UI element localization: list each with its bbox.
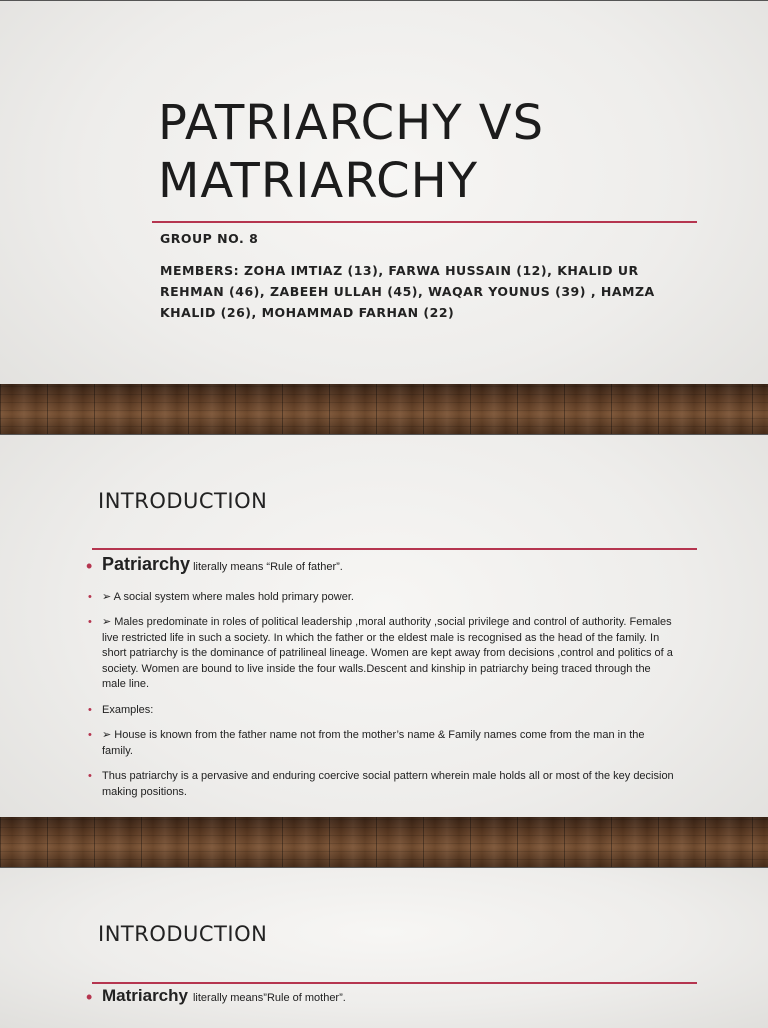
list-item-text: Examples: — [102, 703, 154, 716]
term-definition: literally means “Rule of father”. — [193, 561, 343, 573]
bullet-icon: • — [86, 556, 93, 576]
title-divider — [92, 982, 697, 984]
bullet-icon: • — [88, 770, 92, 782]
bullet-icon: • — [86, 987, 93, 1007]
term-definition: literally means”Rule of mother”. — [192, 992, 346, 1004]
bullet-list — [86, 988, 676, 1021]
list-item — [86, 615, 676, 693]
members-list: MEMBERS: ZOHA IMTIAZ (13), FARWA HUSSAIN (12), KHALID UR REHMAN (46), ZABEEH ULLAH (45), WAQAR YOUNUS (39) , HAMZA KHALID (26), MOHAMMAD FARHAN (22) — [160, 263, 655, 320]
bullet-icon: • — [88, 590, 92, 603]
list-item-text: ➢ House is known from the father name not from the mother’s name & Family names come from the man in the family. — [102, 729, 645, 757]
title-line-2: MATRIARCHY — [158, 153, 479, 209]
group-number: GROUP NO. 8 — [160, 231, 259, 246]
list-item — [86, 988, 676, 1007]
key-term: Patriarchy — [102, 554, 191, 574]
bullet-icon: • — [88, 729, 92, 741]
list-item — [86, 769, 676, 800]
list-item-text: ➢ Males predominate in roles of political leadership ,moral authority ,social privilege and control of authority. Females live restricted life in such a society. In which the father or the eldest male is recognised as the head of the family. In short patriarchy is the dominance of patrilineal lineage. Women are kept away from decisions ,control and politics of a society. Women are bound to live inside the four walls.Descent and kinship in patriarchy being traced through the male line. — [102, 616, 673, 690]
title-divider — [152, 221, 697, 223]
wood-floor-decoration — [0, 817, 768, 867]
bullet-list — [86, 554, 676, 810]
slide-title: INTRODUCTION — [98, 922, 268, 946]
slide-title: INTRODUCTION — [98, 489, 268, 513]
bullet-icon: • — [88, 703, 92, 716]
bullet-icon: • — [88, 616, 92, 628]
introduction-slide-matriarchy — [0, 867, 768, 1028]
list-item-text: ➢ A social system where males hold primary power. — [102, 590, 354, 603]
list-item-text: Thus patriarchy is a pervasive and enduring coercive social pattern wherein male holds all or most of the key decision making positions. — [102, 770, 674, 798]
list-item — [86, 703, 676, 719]
wood-floor-decoration — [0, 384, 768, 434]
title-line-1: PATRIARCHY VS — [158, 95, 545, 151]
introduction-slide-patriarchy — [0, 434, 768, 868]
title-divider — [92, 548, 697, 550]
title-slide — [0, 0, 768, 435]
key-term: Matriarchy — [102, 986, 188, 1005]
list-item — [86, 554, 676, 576]
list-item — [86, 590, 676, 606]
presentation-title — [158, 94, 718, 210]
list-item — [86, 728, 676, 759]
